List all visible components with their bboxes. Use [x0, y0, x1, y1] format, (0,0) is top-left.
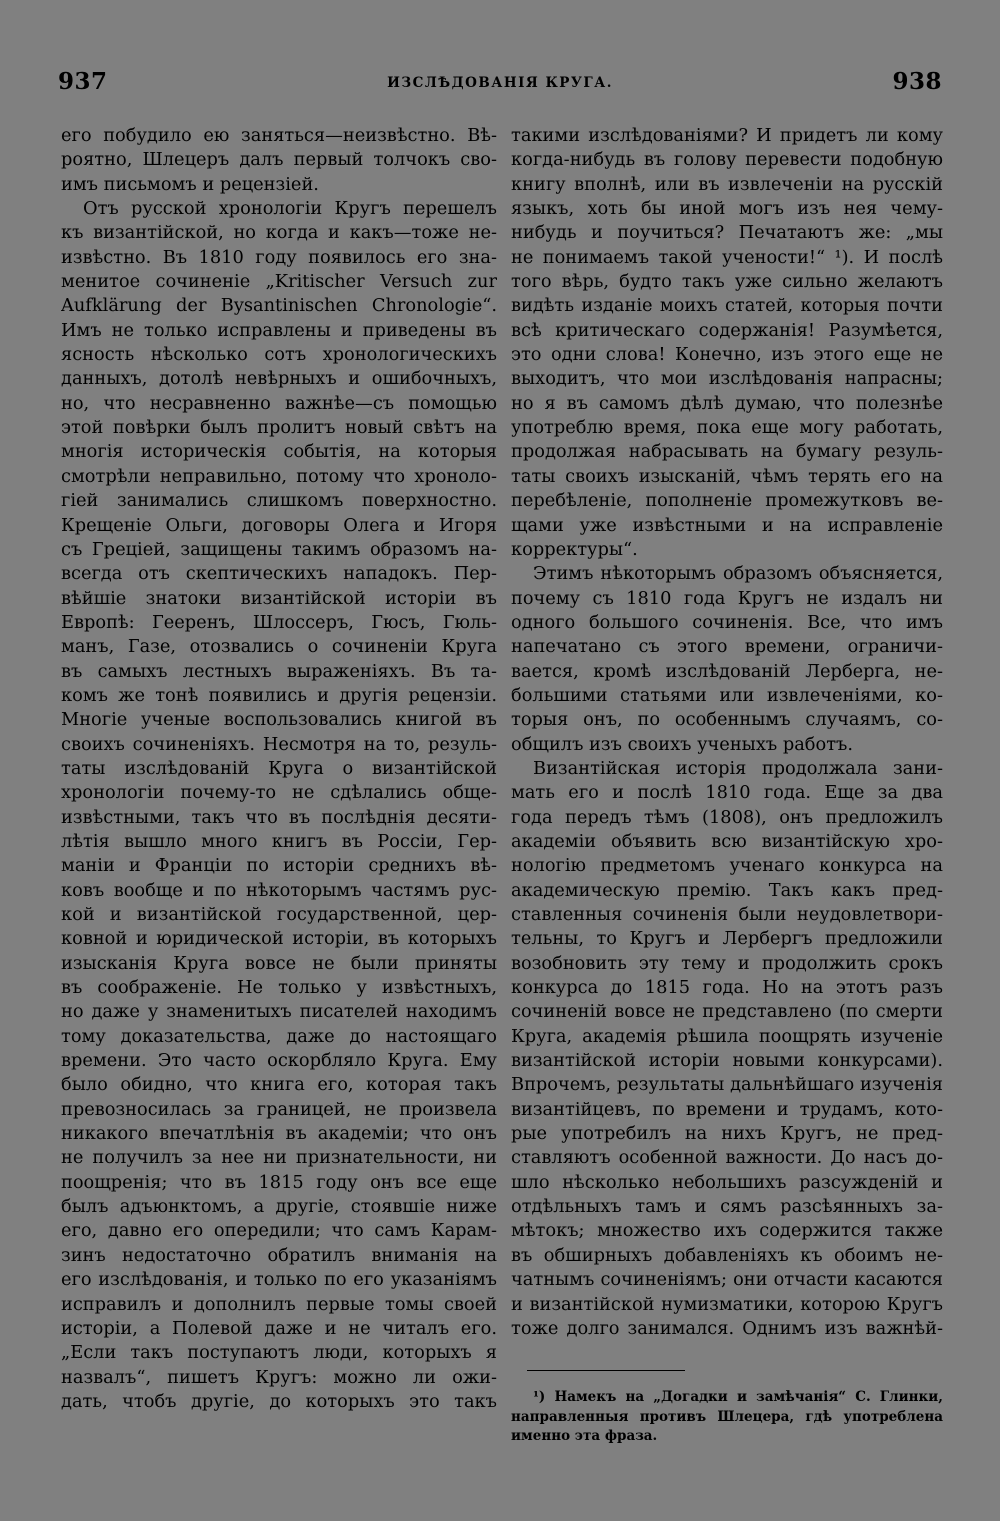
text-line: того вѣрь, будто такъ уже сильно желаютъ	[511, 271, 943, 293]
text-line: книгу вполнѣ, или въ извлеченіи на русскій	[511, 173, 943, 195]
text-line: мать его и послѣ 1810 года. Еще за два	[511, 782, 943, 804]
text-line: никакого впечатлѣнія въ академіи; что онъ	[61, 1123, 497, 1145]
text-line: перебѣленіе, пополненіе промежутковъ ве-	[511, 490, 943, 512]
text-line: корректуры“.	[511, 538, 638, 560]
text-line: маніи и Франціи по исторіи среднихъ вѣ-	[61, 855, 497, 877]
text-line: сочиненій вовсе не представлено (по смерти	[511, 1001, 943, 1023]
text-line: вѣйшіе знатоки византійской исторіи въ	[61, 587, 497, 609]
text-line: было обидно, что книга его, которая такъ	[61, 1074, 497, 1096]
text-line: исторіи, а Полевой даже и не читалъ его.	[61, 1317, 497, 1339]
text-line: кой и византійской государственной, цер-	[61, 904, 497, 925]
text-line: таты своихъ изысканій, чѣмъ терять его на	[511, 465, 943, 487]
text-line: Aufklärung der Bysantinischen Chronologie“.	[61, 295, 497, 317]
text-line: ковъ вообще и по нѣкоторымъ частямъ рус-	[61, 879, 497, 901]
text-line: его побудило ею заняться—неизвѣстно. Вѣ-	[61, 125, 497, 146]
footnote-divider	[527, 1370, 685, 1371]
text-line: его изслѣдованія, и только по его указаніямъ	[61, 1269, 497, 1291]
text-line: изысканія Круга вовсе не были приняты	[61, 952, 497, 974]
text-line: чатнымъ сочиненіямъ; они отчасти касаются	[511, 1269, 943, 1291]
text-line: имъ письмомъ и рецензіей.	[61, 173, 319, 195]
text-line: Отъ русской хронологіи Кругъ перешелъ	[83, 198, 497, 220]
text-line: возобновить эту тему и продолжить срокъ	[511, 952, 943, 974]
text-line: продолжая набрасывать на бумагу резуль-	[511, 441, 943, 463]
text-line: видѣть изданіе моихъ статей, которыя почти	[511, 295, 943, 317]
text-line: Византійская исторія продолжала зани-	[533, 757, 943, 779]
right-column	[511, 124, 943, 1341]
left-column	[61, 124, 497, 1414]
text-line: ясность нѣсколько сотъ хронологическихъ	[61, 344, 497, 366]
text-line: тоже долго занимался. Однимъ изъ важнѣй-	[511, 1317, 943, 1339]
text-line: рые употребилъ на нихъ Кругъ, не пред-	[511, 1123, 943, 1145]
text-line: времени. Это часто оскорбляло Круга. Ему	[61, 1050, 497, 1072]
text-line: ставленныя сочиненія были неудовлетвори-	[511, 904, 943, 925]
text-line: академіи объявить всю византійскую хро-	[511, 830, 943, 852]
text-line: извѣстно. Въ 1810 году появилось его зна-	[61, 246, 497, 268]
footnote	[511, 1388, 943, 1447]
text-line: лѣтія вышло много книгъ въ Россіи, Гер-	[61, 830, 497, 852]
text-line: византійцевъ, по времени и трудамъ, кото-	[511, 1098, 943, 1120]
footnote-line: именно эта фраза.	[511, 1428, 658, 1445]
text-line: данныхъ, дотолѣ невѣрныхъ и ошибочныхъ,	[61, 368, 497, 390]
text-line: тому доказательства, даже до настоящаго	[61, 1025, 497, 1047]
text-line: щами уже извѣстными и на исправленіе	[511, 514, 943, 536]
text-line: въ самыхъ лестныхъ выраженіяхъ. Въ та-	[61, 660, 497, 682]
text-line: языкъ, хоть бы иной могъ изъ нея чему-	[511, 198, 943, 220]
text-line: мѣтокъ; множество ихъ содержится также	[511, 1220, 943, 1242]
footnote-line: направленныя противъ Шлецера, гдѣ употреблена	[511, 1408, 943, 1425]
text-line: когда-нибудь въ голову перевести подобную	[511, 149, 943, 171]
text-line: Круга, академія рѣшила поощрять изученіе	[511, 1025, 943, 1047]
text-line: зинъ недостаточно обратилъ вниманія на	[61, 1244, 497, 1266]
text-line: не получилъ за нее ни признательности, ни	[61, 1147, 497, 1169]
text-line: академическую премію. Такъ какъ пред-	[511, 879, 943, 901]
text-line: общилъ изъ своихъ ученыхъ работъ.	[511, 733, 854, 755]
text-line: превозносилась за границей, не произвела	[61, 1098, 497, 1120]
page-number-left: 937	[58, 68, 108, 95]
text-line: извѣстными, такъ что въ послѣднія десяти-	[61, 806, 497, 828]
text-line: Имъ не только исправлены и приведены въ	[61, 319, 497, 341]
text-line: торыя онъ, по особеннымъ случаямъ, со-	[511, 709, 943, 731]
text-line: исправилъ и дополнилъ первые томы своей	[61, 1293, 497, 1315]
text-line: манъ, Газе, отозвались о сочиненіи Круга	[61, 636, 497, 658]
text-line: своихъ сочиненіяхъ. Несмотря на то, резуль-	[61, 733, 497, 755]
text-line: тельны, то Кругъ и Лербергъ предложили	[511, 928, 943, 950]
footnote-line: ¹) Намекъ на „Догадки и замѣчанія“ С. Глинки,	[533, 1389, 943, 1405]
text-line: ковной и юридической исторіи, въ которыхъ	[61, 928, 497, 950]
text-line: не понимаемъ такой учености!“ ¹). И послѣ	[511, 246, 943, 268]
text-line: комъ же тонѣ появились и другія рецензіи.	[61, 684, 497, 706]
text-line: вается, кромѣ изслѣдованій Лерберга, не-	[511, 660, 943, 682]
text-line: Этимъ нѣкоторымъ образомъ объясняется,	[533, 563, 943, 585]
text-line: напечатано съ этого времени, ограничи-	[511, 636, 943, 658]
text-line: всегда отъ скептическихъ нападокъ. Пер-	[61, 563, 497, 585]
text-line: дать, чтобъ другіе, до которыхъ это такъ	[61, 1390, 497, 1412]
text-line: Впрочемъ, результаты дальнѣйшаго изученія	[511, 1074, 943, 1096]
text-line: шло нѣсколько небольшихъ разсужденій и	[511, 1171, 943, 1193]
text-line: византійской исторіи новыми конкурсами).	[511, 1050, 943, 1072]
text-line: отдѣльныхъ тамъ и сямъ разсѣянныхъ за-	[511, 1196, 943, 1218]
text-line: но, что несравненно важнѣе—съ помощью	[61, 392, 497, 414]
text-line: менитое сочиненіе „Kritischer Versuch zur	[61, 271, 497, 293]
text-line: его, давно его опередили; что самъ Карам-	[61, 1220, 497, 1242]
text-line: это одни слова! Конечно, изъ этого еще не	[511, 344, 943, 366]
page-number-right: 938	[892, 68, 942, 95]
text-line: многія историческія событія, на которыя	[61, 441, 497, 463]
text-line: конкурса до 1815 года. Но на этотъ разъ	[511, 977, 943, 999]
text-line: въ соображеніе. Не только у извѣстныхъ,	[61, 977, 497, 999]
text-line: такими изслѣдованіями? И придетъ ли кому	[511, 125, 943, 146]
text-line: но даже у знаменитыхъ писателей находимъ	[61, 1001, 497, 1023]
text-line: ставляютъ особенной важности. До насъ до-	[511, 1147, 943, 1169]
running-title: ИЗСЛѢДОВАНІЯ КРУГА.	[387, 75, 613, 91]
text-line: года передъ тѣмъ (1808), онъ предложилъ	[511, 806, 943, 828]
text-line: Многіе ученые воспользовались книгой въ	[61, 709, 497, 731]
text-line: въ обширныхъ добавленіяхъ къ обоимъ не-	[511, 1244, 943, 1266]
text-line: почему съ 1810 года Кругъ не издалъ ни	[511, 587, 943, 609]
text-line: употреблю время, пока еще могу работать,	[511, 417, 943, 439]
text-line: роятно, Шлецеръ далъ первый толчокъ сво-	[61, 149, 497, 171]
text-line: къ византійской, но когда и какъ—тоже не-	[61, 222, 497, 244]
text-line: былъ адъюнктомъ, а другіе, стоявшіе ниже	[61, 1196, 497, 1218]
text-line: этой повѣрки былъ пролитъ новый свѣтъ на	[61, 417, 497, 439]
text-line: таты изслѣдованій Круга о византійской	[61, 757, 497, 779]
text-line: хронологіи почему-то не сдѣлались обще-	[61, 782, 497, 804]
text-line: съ Греціей, защищены такимъ образомъ на-	[61, 538, 497, 560]
text-line: нибудь и поучиться? Печатаютъ же: „мы	[511, 222, 943, 244]
text-line: но я въ самомъ дѣлѣ думаю, что полезнѣе	[511, 392, 943, 414]
text-line: выходитъ, что мои изслѣдованія напрасны;	[511, 368, 943, 390]
text-line: гіей занимались слишкомъ поверхностно.	[61, 490, 497, 512]
text-line: поощренія; что въ 1815 году онъ все еще	[61, 1171, 497, 1193]
text-line: одного большого сочиненія. Все, что имъ	[511, 611, 943, 633]
text-line: Крещеніе Ольги, договоры Олега и Игоря	[61, 514, 497, 536]
text-line: „Если такъ поступаютъ люди, которыхъ я	[61, 1342, 497, 1364]
page-header	[58, 68, 942, 104]
text-line: всѣ критическаго содержанія! Разумѣется,	[511, 319, 943, 341]
text-line: Европѣ: Гееренъ, Шлоссеръ, Гюсъ, Гюль-	[61, 611, 497, 633]
text-line: нологію предметомъ ученаго конкурса на	[511, 855, 943, 877]
text-line: большими статьями или извлеченіями, ко-	[511, 684, 943, 706]
text-line: и византійской нумизматики, которою Кругъ	[511, 1293, 943, 1315]
text-line: назвалъ“, пишетъ Кругъ: можно ли ожи-	[61, 1366, 497, 1388]
text-line: смотрѣли неправильно, потому что хроноло-	[61, 465, 497, 487]
